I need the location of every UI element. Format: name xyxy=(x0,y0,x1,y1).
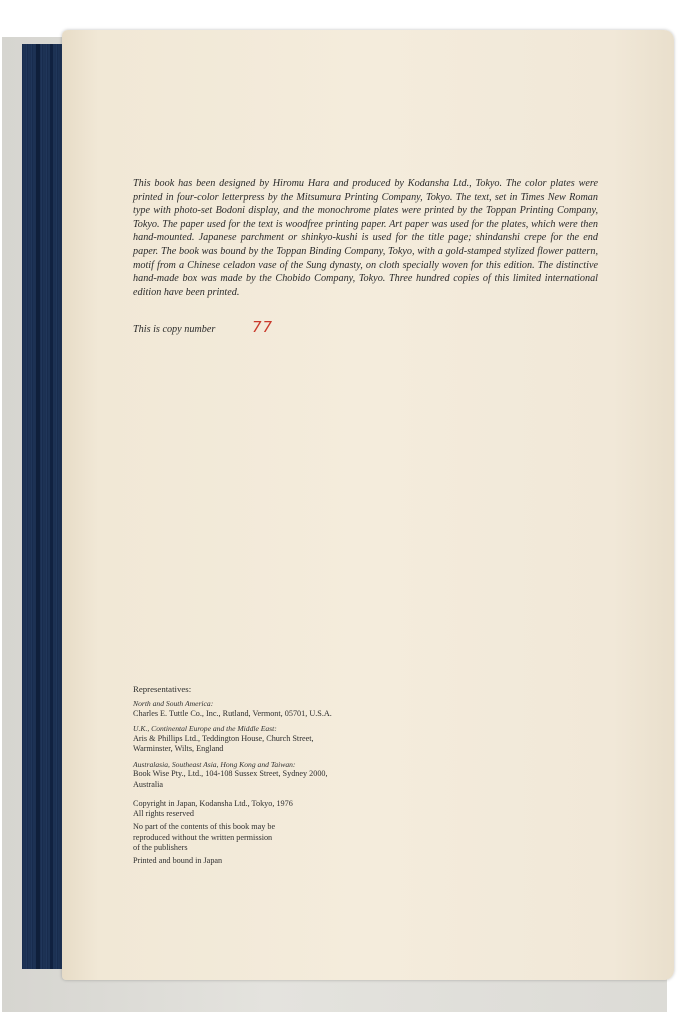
rights-line: All rights reserved xyxy=(133,809,194,819)
rights-line: No part of the contents of this book may be xyxy=(133,822,276,832)
address-line: Australia xyxy=(133,779,164,789)
rights-section xyxy=(133,799,353,869)
representatives-heading: Representatives: xyxy=(133,684,192,694)
region-label: U.K., Continental Europe and the Middle East: xyxy=(133,724,277,733)
handwritten-copy-number: 77 xyxy=(252,318,274,336)
region-label: Australasia, Southeast Asia, Hong Kong and Taiwan: xyxy=(133,759,296,769)
cover-board-edge xyxy=(36,44,40,969)
permission-block xyxy=(133,822,353,853)
address-line: Warminster, Wilts, England xyxy=(133,744,224,753)
region-address xyxy=(133,709,393,720)
printed-block xyxy=(133,856,353,866)
copy-number-label: This is copy number xyxy=(133,324,216,335)
address-line: Book Wise Pty., Ltd., 104-108 Sussex Street, Sydney 2000, xyxy=(133,769,328,778)
cover-board-edge-inner xyxy=(50,44,53,969)
rights-line: reproduced without the written permission xyxy=(133,832,273,842)
representatives-section xyxy=(133,684,393,795)
address-line: Charles E. Tuttle Co., Inc., Rutland, Vermont, 05701, U.S.A. xyxy=(133,708,332,718)
rights-line: of the publishers xyxy=(133,842,188,852)
address-line: Aris & Phillips Ltd., Teddington House, Church Street, xyxy=(133,733,314,743)
copyright-block xyxy=(133,799,353,819)
region-label: North and South America: xyxy=(133,699,214,708)
colophon-paragraph: This book has been designed by Hiromu Hara and produced by Kodansha Ltd., Tokyo. The color plates were printed in four-color letterpress by the Mitsumura Printing Company, Tokyo. The text, set in Times New Roman type with photo-set Bodoni display, and the monochrome plates were printed by the Toppan Printing Company, Tokyo. The paper used for the text is woodfree printing paper. Art paper was used for the plates, which were then hand-mounted. Japanese parchment or shinkyo-kushi is used for the title page; shindanshi crepe for the end paper. The book was bound by the Toppan Binding Company, Tokyo, with a gold-stamped stylized flower pattern, motif from a Chinese celadon vase of the Sung dynasty, on cloth specially woven for this edition. The distinctive hand-made box was made by the Chobido Company, Tokyo. Three hundred copies of this limited international edition have been printed. xyxy=(133,178,598,298)
region-address xyxy=(133,769,393,790)
rights-line: Copyright in Japan, Kodansha Ltd., Tokyo, 1976 xyxy=(133,799,293,808)
rights-line: Printed and bound in Japan xyxy=(133,856,223,866)
region-address xyxy=(133,734,393,755)
